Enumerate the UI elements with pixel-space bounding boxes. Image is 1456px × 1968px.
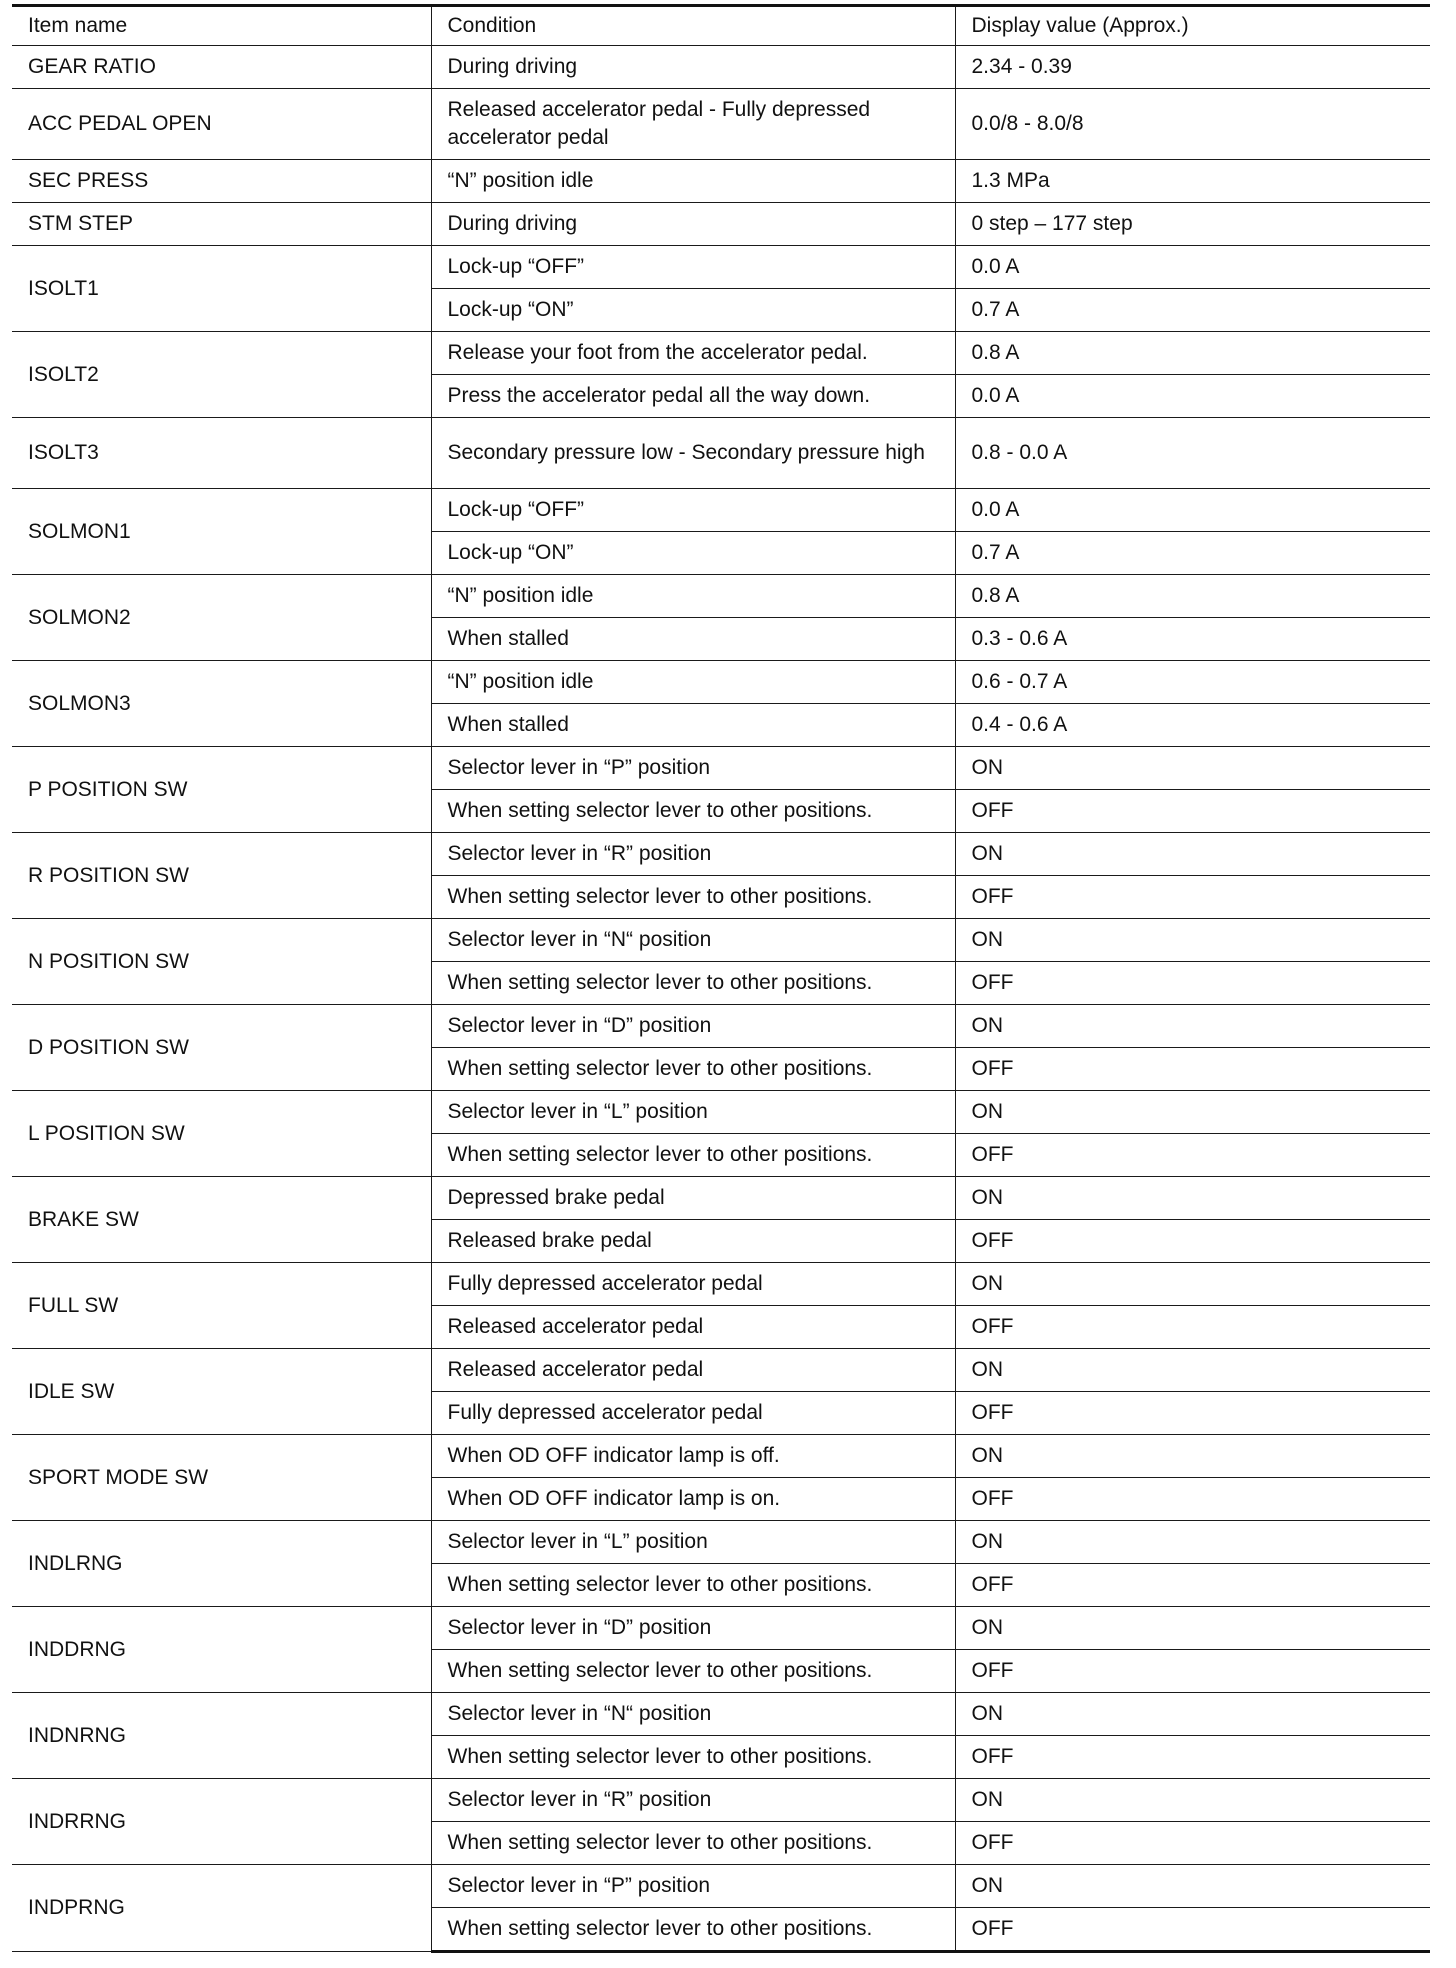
condition-cell: “N” position idle (431, 575, 955, 618)
table-row (12, 1091, 1430, 1134)
condition-cell: During driving (431, 203, 955, 246)
table-row (12, 1177, 1430, 1220)
display-value-cell: 1.3 MPa (955, 160, 1430, 203)
table-row (12, 575, 1430, 618)
display-value-cell: 0 step – 177 step (955, 203, 1430, 246)
condition-cell: Fully depressed accelerator pedal (431, 1263, 955, 1306)
condition-cell: Secondary pressure low - Secondary pressure high (431, 418, 955, 489)
table-row (12, 160, 1430, 203)
item-name-cell: SOLMON3 (12, 661, 431, 747)
table-row (12, 418, 1430, 489)
condition-cell: When setting selector lever to other positions. (431, 1134, 955, 1177)
condition-cell: When OD OFF indicator lamp is off. (431, 1435, 955, 1478)
display-value-cell: ON (955, 1435, 1430, 1478)
header-display-value: Display value (Approx.) (955, 6, 1430, 46)
header-condition: Condition (431, 6, 955, 46)
condition-cell: Released accelerator pedal - Fully depressed accelerator pedal (431, 89, 955, 160)
condition-cell: Selector lever in “L” position (431, 1091, 955, 1134)
header-item-name: Item name (12, 6, 431, 46)
data-monitor-table (12, 4, 1430, 1953)
condition-cell: When setting selector lever to other positions. (431, 1048, 955, 1091)
display-value-cell: ON (955, 1005, 1430, 1048)
display-value-cell: ON (955, 1349, 1430, 1392)
display-value-cell: ON (955, 1263, 1430, 1306)
display-value-cell: ON (955, 1865, 1430, 1908)
display-value-cell: OFF (955, 1134, 1430, 1177)
condition-cell: During driving (431, 46, 955, 89)
display-value-cell: OFF (955, 1392, 1430, 1435)
table-header (12, 6, 1430, 46)
condition-cell: Lock-up “OFF” (431, 246, 955, 289)
table-row (12, 1865, 1430, 1908)
display-value-cell: OFF (955, 1220, 1430, 1263)
table-row (12, 1693, 1430, 1736)
display-value-cell: OFF (955, 1650, 1430, 1693)
display-value-cell: ON (955, 1177, 1430, 1220)
display-value-cell: 0.8 A (955, 575, 1430, 618)
table-row (12, 1005, 1430, 1048)
display-value-cell: 0.7 A (955, 532, 1430, 575)
item-name-cell: ISOLT1 (12, 246, 431, 332)
display-value-cell: OFF (955, 1822, 1430, 1865)
item-name-cell: ISOLT2 (12, 332, 431, 418)
item-name-cell: L POSITION SW (12, 1091, 431, 1177)
condition-cell: When setting selector lever to other positions. (431, 790, 955, 833)
condition-cell: Selector lever in “R” position (431, 833, 955, 876)
table-row (12, 661, 1430, 704)
display-value-cell: 0.4 - 0.6 A (955, 704, 1430, 747)
item-name-cell: FULL SW (12, 1263, 431, 1349)
condition-cell: Selector lever in “L” position (431, 1521, 955, 1564)
condition-cell: “N” position idle (431, 661, 955, 704)
display-value-cell: 0.7 A (955, 289, 1430, 332)
item-name-cell: INDPRNG (12, 1865, 431, 1952)
header-row (12, 6, 1430, 46)
table-row (12, 1779, 1430, 1822)
display-value-cell: ON (955, 919, 1430, 962)
condition-cell: When OD OFF indicator lamp is on. (431, 1478, 955, 1521)
display-value-cell: ON (955, 747, 1430, 790)
condition-cell: When setting selector lever to other positions. (431, 1736, 955, 1779)
condition-cell: Selector lever in “N“ position (431, 1693, 955, 1736)
condition-cell: Lock-up “ON” (431, 289, 955, 332)
display-value-cell: ON (955, 1693, 1430, 1736)
condition-cell: Selector lever in “N“ position (431, 919, 955, 962)
item-name-cell: INDNRNG (12, 1693, 431, 1779)
display-value-cell: ON (955, 1091, 1430, 1134)
table-row (12, 89, 1430, 160)
condition-cell: When setting selector lever to other positions. (431, 1908, 955, 1952)
condition-cell: Lock-up “ON” (431, 532, 955, 575)
item-name-cell: IDLE SW (12, 1349, 431, 1435)
item-name-cell: SPORT MODE SW (12, 1435, 431, 1521)
condition-cell: When stalled (431, 704, 955, 747)
table-row (12, 46, 1430, 89)
display-value-cell: OFF (955, 876, 1430, 919)
condition-cell: When stalled (431, 618, 955, 661)
condition-cell: Depressed brake pedal (431, 1177, 955, 1220)
condition-cell: Release your foot from the accelerator pedal. (431, 332, 955, 375)
condition-cell: When setting selector lever to other positions. (431, 1822, 955, 1865)
display-value-cell: 0.3 - 0.6 A (955, 618, 1430, 661)
display-value-cell: OFF (955, 1564, 1430, 1607)
item-name-cell: BRAKE SW (12, 1177, 431, 1263)
item-name-cell: ISOLT3 (12, 418, 431, 489)
table-row (12, 1349, 1430, 1392)
condition-cell: When setting selector lever to other positions. (431, 1650, 955, 1693)
display-value-cell: 0.6 - 0.7 A (955, 661, 1430, 704)
table-row (12, 1521, 1430, 1564)
display-value-cell: OFF (955, 1736, 1430, 1779)
item-name-cell: ACC PEDAL OPEN (12, 89, 431, 160)
condition-cell: Selector lever in “P” position (431, 747, 955, 790)
condition-cell: Released accelerator pedal (431, 1349, 955, 1392)
table-row (12, 919, 1430, 962)
display-value-cell: 2.34 - 0.39 (955, 46, 1430, 89)
condition-cell: “N” position idle (431, 160, 955, 203)
condition-cell: Fully depressed accelerator pedal (431, 1392, 955, 1435)
item-name-cell: SOLMON2 (12, 575, 431, 661)
table-row (12, 332, 1430, 375)
display-value-cell: OFF (955, 1478, 1430, 1521)
display-value-cell: OFF (955, 1306, 1430, 1349)
display-value-cell: 0.8 A (955, 332, 1430, 375)
item-name-cell: INDLRNG (12, 1521, 431, 1607)
item-name-cell: INDDRNG (12, 1607, 431, 1693)
item-name-cell: D POSITION SW (12, 1005, 431, 1091)
table-row (12, 1263, 1430, 1306)
item-name-cell: GEAR RATIO (12, 46, 431, 89)
display-value-cell: OFF (955, 790, 1430, 833)
table-row (12, 833, 1430, 876)
display-value-cell: OFF (955, 1048, 1430, 1091)
item-name-cell: N POSITION SW (12, 919, 431, 1005)
condition-cell: Selector lever in “P” position (431, 1865, 955, 1908)
condition-cell: When setting selector lever to other positions. (431, 962, 955, 1005)
condition-cell: Selector lever in “D” position (431, 1005, 955, 1048)
condition-cell: Press the accelerator pedal all the way down. (431, 375, 955, 418)
display-value-cell: ON (955, 1521, 1430, 1564)
display-value-cell: 0.0 A (955, 489, 1430, 532)
table-row (12, 246, 1430, 289)
display-value-cell: OFF (955, 1908, 1430, 1952)
item-name-cell: R POSITION SW (12, 833, 431, 919)
display-value-cell: 0.0/8 - 8.0/8 (955, 89, 1430, 160)
item-name-cell: STM STEP (12, 203, 431, 246)
table-row (12, 203, 1430, 246)
condition-cell: Released brake pedal (431, 1220, 955, 1263)
display-value-cell: ON (955, 833, 1430, 876)
display-value-cell: ON (955, 1779, 1430, 1822)
condition-cell: When setting selector lever to other positions. (431, 1564, 955, 1607)
table-body (12, 46, 1430, 1952)
display-value-cell: OFF (955, 962, 1430, 1005)
item-name-cell: P POSITION SW (12, 747, 431, 833)
table-row (12, 489, 1430, 532)
condition-cell: Lock-up “OFF” (431, 489, 955, 532)
condition-cell: Released accelerator pedal (431, 1306, 955, 1349)
display-value-cell: ON (955, 1607, 1430, 1650)
table-row (12, 1607, 1430, 1650)
table-row (12, 1435, 1430, 1478)
display-value-cell: 0.0 A (955, 375, 1430, 418)
table-row (12, 747, 1430, 790)
display-value-cell: 0.8 - 0.0 A (955, 418, 1430, 489)
item-name-cell: SOLMON1 (12, 489, 431, 575)
condition-cell: Selector lever in “D” position (431, 1607, 955, 1650)
condition-cell: Selector lever in “R” position (431, 1779, 955, 1822)
condition-cell: When setting selector lever to other positions. (431, 876, 955, 919)
display-value-cell: 0.0 A (955, 246, 1430, 289)
item-name-cell: SEC PRESS (12, 160, 431, 203)
item-name-cell: INDRRNG (12, 1779, 431, 1865)
